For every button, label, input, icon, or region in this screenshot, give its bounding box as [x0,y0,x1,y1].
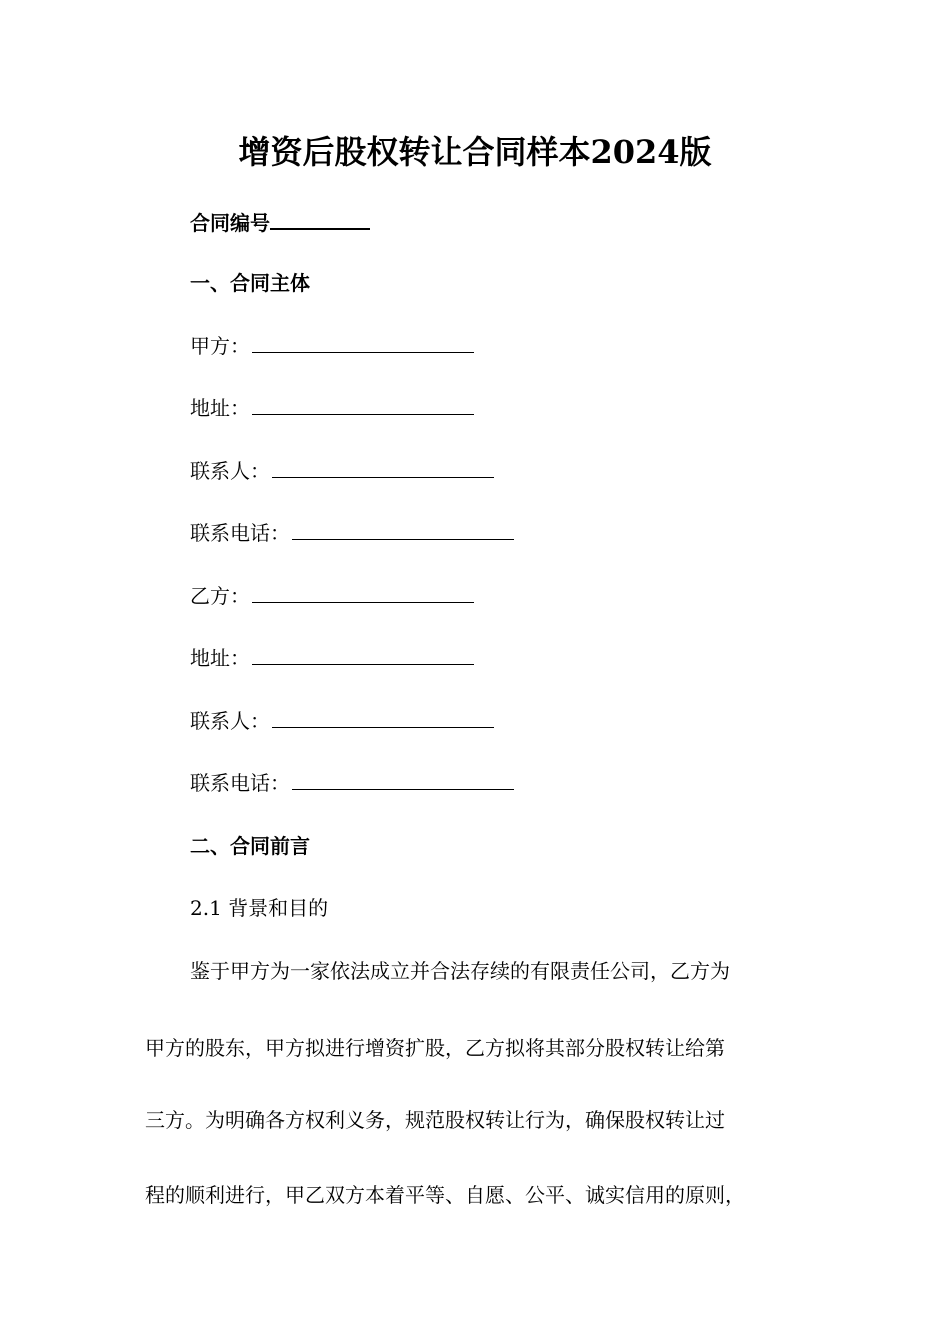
party-a-label: 甲方： [190,334,250,358]
party-a-line [190,332,474,360]
party-b-blank [252,582,474,603]
subsection-2-1-heading: 2.1 背景和目的 [190,896,329,920]
party-b-label: 乙方： [190,584,250,608]
party-b-address-blank [252,644,474,665]
party-b-line [190,582,474,610]
party-a-address-line [190,394,474,422]
party-a-phone-line [190,519,514,547]
party-b-contact-blank [272,707,494,728]
party-b-address-line [190,644,474,672]
party-a-phone-label: 联系电话： [190,521,290,545]
contract-number-line [190,206,370,237]
party-a-contact-line [190,457,494,485]
paragraph-line: 甲方的股东，甲方拟进行增资扩股，乙方拟将其部分股权转让给第 [145,1036,725,1060]
paragraph-line: 鉴于甲方为一家依法成立并合法存续的有限责任公司，乙方为 [190,959,730,983]
party-b-phone-label: 联系电话： [190,771,290,795]
paragraph-line: 程的顺利进行，甲乙双方本着平等、自愿、公平、诚实信用的原则， [145,1183,745,1207]
party-a-address-blank [252,394,474,415]
party-b-phone-blank [292,769,514,790]
section-2-heading: 二、合同前言 [190,834,310,858]
party-a-contact-label: 联系人： [190,459,270,483]
party-a-address-label: 地址： [190,396,250,420]
party-a-blank [252,332,474,353]
contract-number-label: 合同编号 [190,211,270,235]
paragraph-line: 三方。为明确各方权利义务，规范股权转让行为，确保股权转让过 [145,1108,725,1132]
document-title: 增资后股权转让合同样本2024版 [238,133,712,171]
contract-number-blank [270,206,370,230]
party-b-phone-line [190,769,514,797]
party-a-contact-blank [272,457,494,478]
party-a-phone-blank [292,519,514,540]
party-b-contact-label: 联系人： [190,709,270,733]
party-b-contact-line [190,707,494,735]
party-b-address-label: 地址： [190,646,250,670]
section-1-heading: 一、合同主体 [190,271,310,295]
